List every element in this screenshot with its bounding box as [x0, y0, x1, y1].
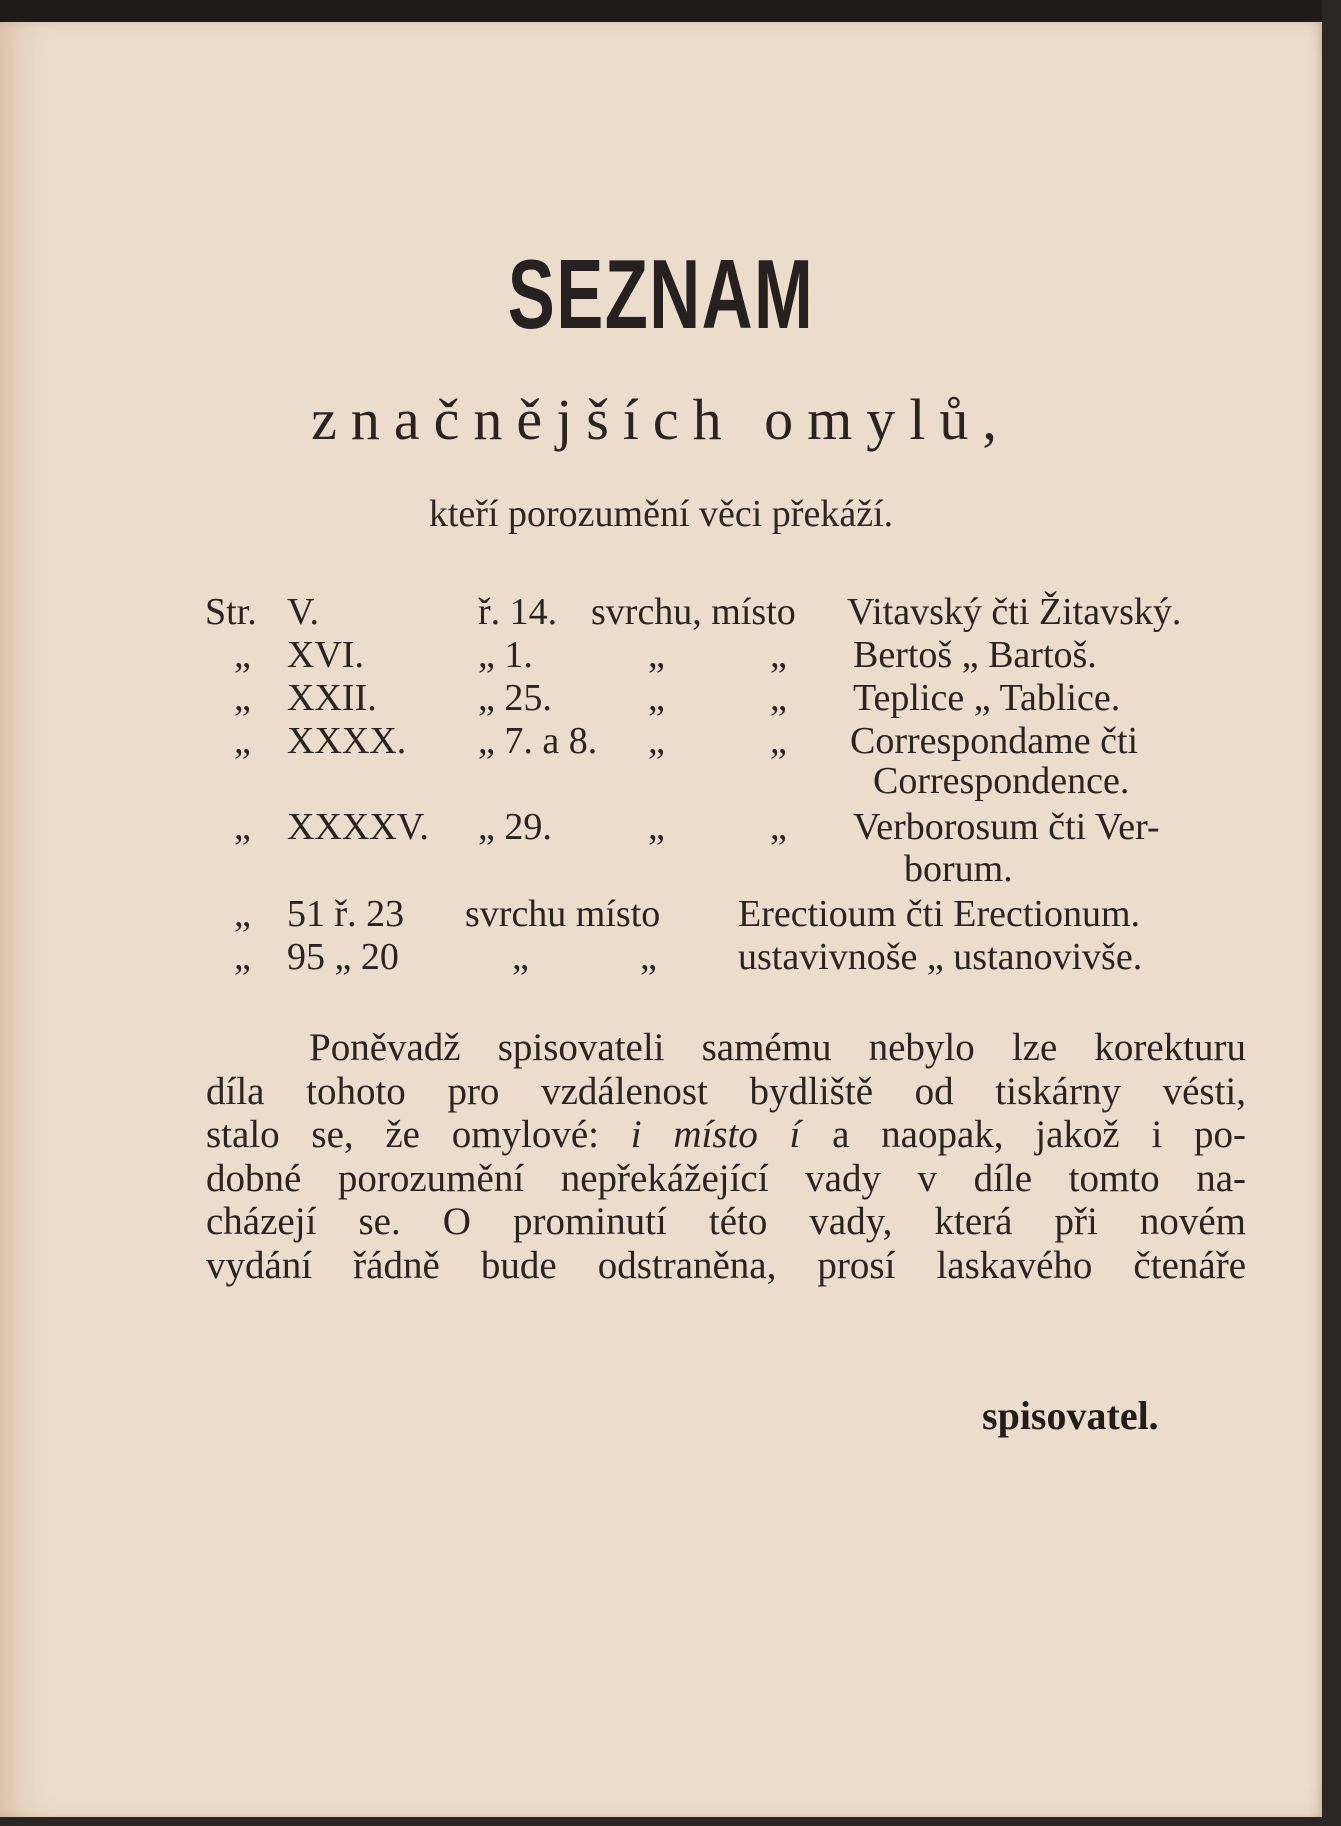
page-subtitle: značnějších omylů, [311, 387, 1011, 452]
signature: spisovatel. [982, 1393, 1159, 1438]
errata-page: 95 „ 20 [287, 936, 399, 978]
errata-ditto: „ [234, 936, 251, 978]
errata-page: XXXXV. [287, 806, 429, 848]
errata-correction: Bertoš „ Bartoš. [853, 634, 1097, 676]
page-subheading: kteří porozumění věci překáží. [428, 493, 894, 535]
paragraph-line: Poněvadž spisovateli samému nebylo lze korekturu [309, 1026, 1246, 1069]
errata-ditto: „ [770, 806, 787, 848]
paragraph-line: dobné porozumění nepřekážející vady v díle tomto na- [206, 1156, 1246, 1200]
paragraph-line: díla tohoto pro vzdálenost bydliště od tiskárny vésti, [206, 1069, 1246, 1113]
errata-correction: Teplice „ Tablice. [853, 677, 1121, 719]
paragraph-text: a naopak, jakož i po- [832, 1113, 1246, 1156]
paragraph-text: stalo se, že omylové: [206, 1113, 600, 1156]
errata-page-label: Str. [205, 591, 257, 633]
errata-ditto: „ [770, 634, 787, 676]
note-paragraph [206, 1026, 1246, 1287]
errata-line: „ 25. [478, 677, 552, 719]
errata-page: XVI. [287, 634, 365, 676]
errata-correction: Correspondame čti [850, 720, 1139, 762]
errata-ditto: „ [234, 720, 251, 762]
scan-right-border [1322, 0, 1341, 1826]
paragraph-line: vydání řádně bude odstraněna, prosí laskavého čtenáře [206, 1243, 1246, 1287]
paragraph-line: cházejí se. O prominutí této vady, která při novém [206, 1200, 1246, 1243]
errata-page: XXII. [287, 677, 377, 719]
errata-correction: Vitavský čti Žitavský. [847, 591, 1182, 633]
errata-ditto: „ [770, 677, 787, 719]
errata-ditto: „ [648, 806, 665, 848]
errata-correction-continued: Correspondence. [873, 760, 1130, 802]
errata-line: „ 7. a 8. [478, 720, 598, 762]
paragraph-line [206, 1113, 1246, 1157]
errata-ditto: „ [234, 893, 251, 935]
errata-ditto: „ [640, 936, 657, 978]
errata-position: svrchu, místo [591, 591, 796, 633]
scan-top-border [0, 0, 1341, 22]
errata-ditto: „ [234, 634, 251, 676]
errata-correction-continued: borum. [904, 848, 1013, 890]
errata-line: ř. 14. [478, 591, 558, 633]
errata-ditto: „ [648, 634, 665, 676]
errata-ditto: „ [648, 677, 665, 719]
errata-ditto: „ [234, 677, 251, 719]
errata-ditto: „ [648, 720, 665, 762]
errata-page: XXXX. [287, 720, 407, 762]
errata-position: svrchu místo [465, 893, 661, 935]
errata-ditto: „ [770, 720, 787, 762]
errata-ditto: „ [512, 936, 529, 978]
errata-line: „ 29. [478, 806, 552, 848]
errata-ditto: „ [234, 806, 251, 848]
errata-page: 51 ř. 23 [287, 893, 405, 935]
errata-correction: ustavivnoše „ ustanovivše. [738, 936, 1143, 978]
errata-correction: Erectioum čti Erectionum. [738, 893, 1141, 935]
page-title: SEZNAM [507, 239, 815, 349]
paragraph-italic: i místo í [630, 1113, 801, 1156]
errata-page: V. [287, 591, 320, 633]
errata-correction: Verborosum čti Ver- [853, 806, 1160, 848]
errata-line: „ 1. [478, 634, 533, 676]
